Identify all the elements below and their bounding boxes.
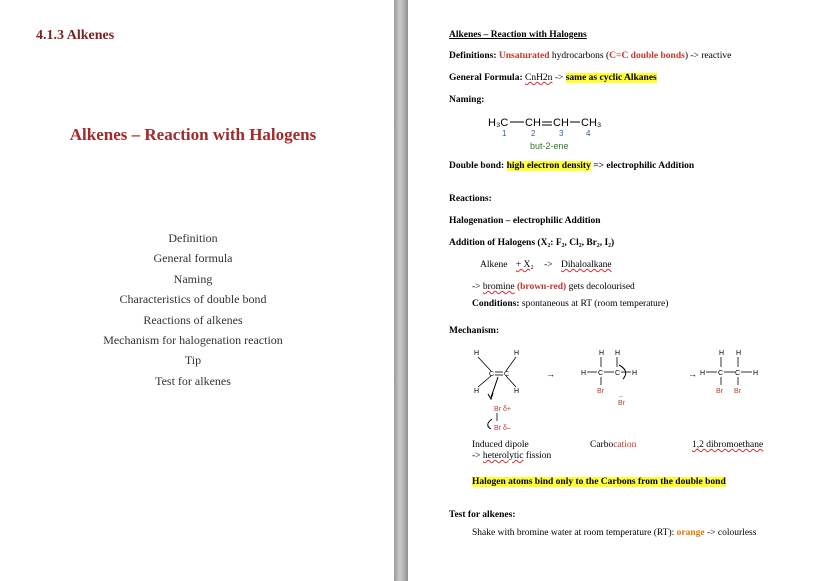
bromine-line: -> bromine (brown-red) gets decolourised (472, 282, 635, 292)
tip-line: Halogen atoms bind only to the Carbons from the double bond (472, 477, 726, 487)
table-of-contents (0, 228, 386, 391)
svg-text:H: H (615, 350, 621, 357)
halogenation-line: Halogenation – electrophilic Addition (449, 216, 601, 226)
svg-text:Br δ–: Br δ– (494, 425, 511, 432)
svg-text:C: C (504, 371, 510, 378)
dibromoethane-label: 1,2 dibromoethane (692, 440, 764, 450)
carbon-number: 1 (502, 129, 507, 138)
toc-item: Definition (168, 231, 218, 245)
toc-item: Characteristics of double bond (119, 292, 267, 307)
carbocation-label: Carbocation (590, 440, 637, 450)
definition-line: Definitions: Unsaturated hydrocarbons (C=C double bonds) -> reactive (449, 51, 732, 61)
mechanism-diagram (458, 345, 818, 440)
structure-ch: CH (525, 117, 541, 129)
right-page (408, 0, 818, 581)
svg-text:H: H (632, 370, 638, 377)
reactions-label: Reactions: (449, 194, 492, 204)
page-title: Alkenes – Reaction with Halogens (69, 125, 317, 144)
svg-text:C: C (615, 370, 621, 377)
induced-dipole-label: Induced dipole (472, 440, 529, 450)
svg-text:H: H (700, 370, 706, 377)
toc-item: Reactions of alkenes (143, 312, 243, 327)
toc-item: Tip (184, 353, 202, 368)
addition-line: Addition of Halogens (X₂: F₂, Cl₂, Br₂, I₂) (449, 238, 615, 248)
svg-text:Br: Br (716, 388, 723, 395)
svg-text:H: H (474, 388, 480, 395)
carbon-number: 3 (559, 129, 564, 138)
svg-text:Br: Br (597, 388, 604, 395)
svg-text:H: H (599, 350, 605, 357)
svg-text:H: H (514, 350, 520, 357)
conditions-line: Conditions: spontaneous at RT (room temperature) (472, 299, 669, 309)
carbon-number: 2 (531, 129, 536, 138)
svg-text:C: C (718, 370, 724, 377)
test-label: Test for alkenes: (449, 510, 516, 520)
svg-text:H: H (753, 370, 759, 377)
carbocation-structure (581, 350, 637, 407)
dibromoethane-structure (700, 350, 758, 395)
structure-ch3: CH₃ (581, 117, 602, 129)
fission-label: -> heterolytic fission (472, 451, 552, 461)
structure-h3c: H₃C (488, 117, 509, 129)
mechanism-label: Mechanism: (449, 326, 500, 336)
toc-item: Mechanism for halogenation reaction (103, 333, 283, 348)
reaction-equation: Alkene + X₂ -> Dihaloalkane (480, 260, 612, 270)
toc-item: Test for alkenes (155, 373, 231, 388)
reaction-arrow: → (546, 369, 555, 379)
svg-text:Br δ+: Br δ+ (494, 406, 511, 413)
svg-text:H: H (736, 350, 742, 357)
toc-item: General formula (153, 251, 233, 266)
page-gutter (394, 0, 408, 581)
general-formula-line: General Formula: CnH2n -> same as cyclic Alkanes (449, 73, 657, 83)
svg-text:H: H (719, 350, 725, 357)
reaction-arrow: → (688, 369, 697, 379)
left-page (0, 0, 394, 581)
svg-text:C: C (598, 370, 604, 377)
toc-item: Naming (173, 271, 213, 286)
svg-text:H: H (581, 370, 587, 377)
carbon-number: 4 (586, 129, 591, 138)
svg-text:Br: Br (618, 400, 625, 407)
svg-text:..: .. (619, 392, 623, 399)
test-line: Shake with bromine water at room temperature (RT): orange -> colourless (472, 528, 757, 538)
section-heading: Alkenes – Reaction with Halogens (449, 30, 587, 40)
naming-label: Naming: (449, 95, 485, 105)
structure-name: but-2-ene (530, 141, 569, 151)
section-number: 4.1.3 Alkenes (36, 28, 115, 43)
but-2-ene-structure (480, 112, 620, 154)
svg-text:H: H (514, 388, 520, 395)
double-bond-line: Double bond: high electron density => electrophilic Addition (449, 161, 695, 171)
svg-text:Br: Br (734, 388, 741, 395)
structure-ch: CH (553, 117, 569, 129)
svg-text:C: C (735, 370, 741, 377)
svg-text:H: H (474, 350, 480, 357)
ethene-structure (474, 350, 519, 432)
svg-text:C: C (489, 371, 495, 378)
